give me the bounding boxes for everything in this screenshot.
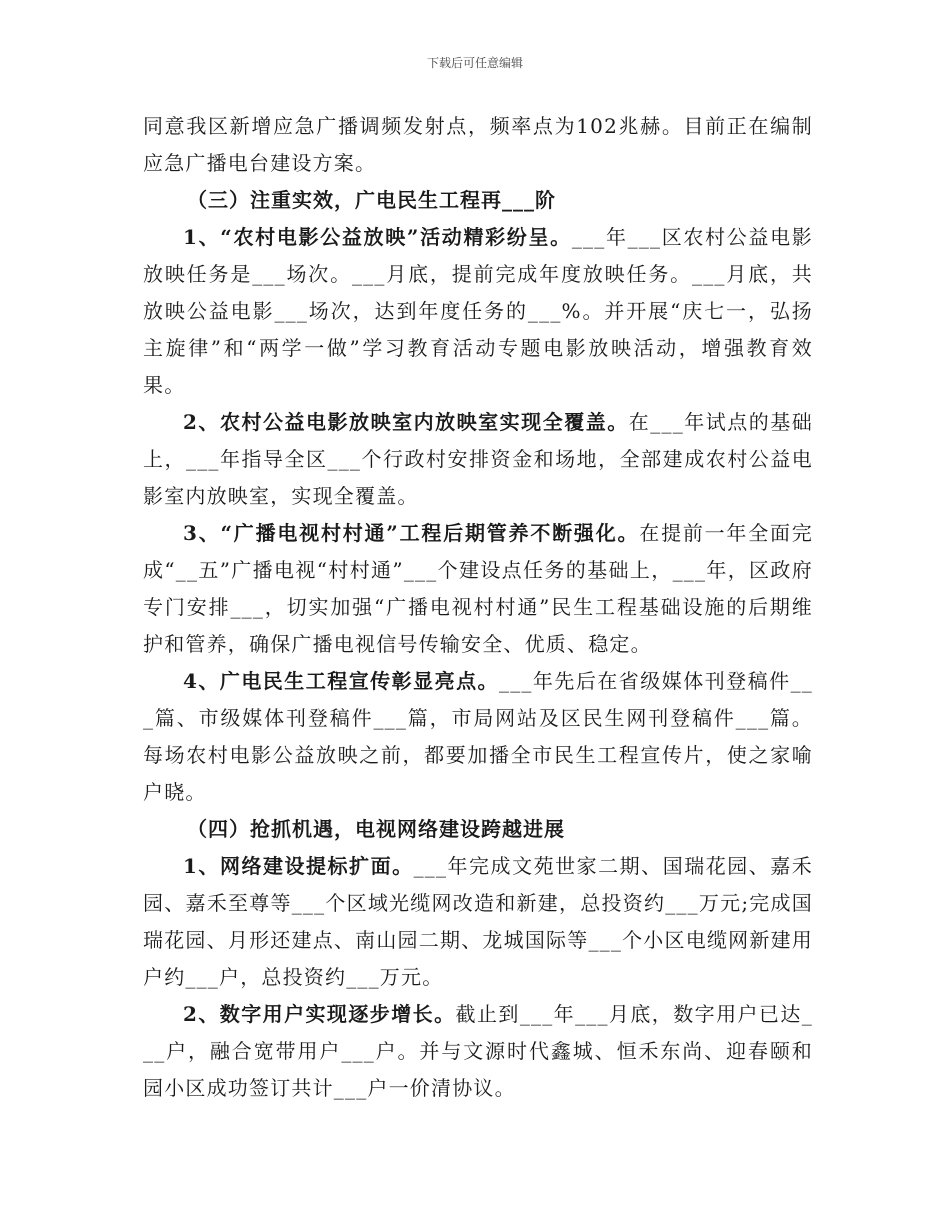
paragraph-text: 在___年试点的基础上，___年指导全区___个行政村安排资金和场地，全部建成农村公益电影室内放映室，实现全覆盖。: [143, 410, 814, 508]
paragraph-7: [143, 848, 813, 996]
paragraph-3: [143, 404, 813, 515]
section-heading-4: （四）抢抓机遇，电视网络建设跨越进展: [187, 817, 565, 841]
document-body: [143, 108, 813, 1107]
paragraph-8: [143, 996, 813, 1107]
paragraph-lead: 2、农村公益电影放映室内放映室实现全覆盖。: [183, 410, 629, 434]
paragraph-lead: 2、数字用户实现逐步增长。: [183, 1002, 456, 1026]
paragraph-lead: 3、“广播电视村村通”工程后期管养不断强化。: [183, 521, 640, 545]
paragraph-text: ___年先后在省级媒体刊登稿件___篇、市级媒体刊登稿件___篇，市局网站及区民生网刊登稿件___篇。每场农村电影公益放映之前，都要加播全市民生工程宣传片，使之家喻户晓。: [143, 669, 813, 804]
section-heading-3: （三）注重实效，广电民生工程再___阶: [187, 188, 556, 212]
paragraph-5: [143, 663, 813, 811]
paragraph-text: 同意我区新增应急广播调频发射点，频率点为102兆赫。目前正在编制应急广播电台建设方案。: [143, 114, 813, 175]
paragraph-text: 截止到___年___月底，数字用户已达___户，融合宽带用户___户。并与文源时代鑫城、恒禾东尚、迎春颐和园小区成功签订共计___户一价清协议。: [143, 1002, 813, 1100]
paragraph-text: ___年完成文苑世家二期、国瑞花园、嘉禾园、嘉禾至尊等___个区域光缆网改造和新建，总投资约___万元;完成国瑞花园、月形还建点、南山园二期、龙城国际等___个小区电缆网新建用户约___户，总投资约___万元。: [143, 854, 813, 989]
paragraph-text: 在提前一年全面完成“__五”广播电视“村村通”___个建设点任务的基础上，___年，区政府专门安排___，切实加强“广播电视村村通”民生工程基础设施的后期维护和管养，确保广播电视信号传输安全、优质、稳定。: [143, 521, 813, 656]
paragraph-lead: 1、网络建设提标扩面。: [183, 854, 414, 878]
paragraph-lead: 1、“农村电影公益放映”活动精彩纷呈。: [183, 225, 572, 249]
paragraph-0: [143, 108, 813, 182]
paragraph-text: ___年___区农村公益电影放映任务是___场次。___月底，提前完成年度放映任务。___月底，共放映公益电影___场次，达到年度任务的___%。并开展“庆七一，弘扬主旋律”和“两学一做”学习教育活动专题电影放映活动，增强教育效果。: [143, 225, 813, 397]
page-header: 下载后可任意编辑: [426, 56, 523, 70]
paragraph-4: [143, 515, 813, 663]
paragraph-lead: 4、广电民生工程宣传彰显亮点。: [183, 669, 500, 693]
paragraph-2: [143, 219, 813, 404]
